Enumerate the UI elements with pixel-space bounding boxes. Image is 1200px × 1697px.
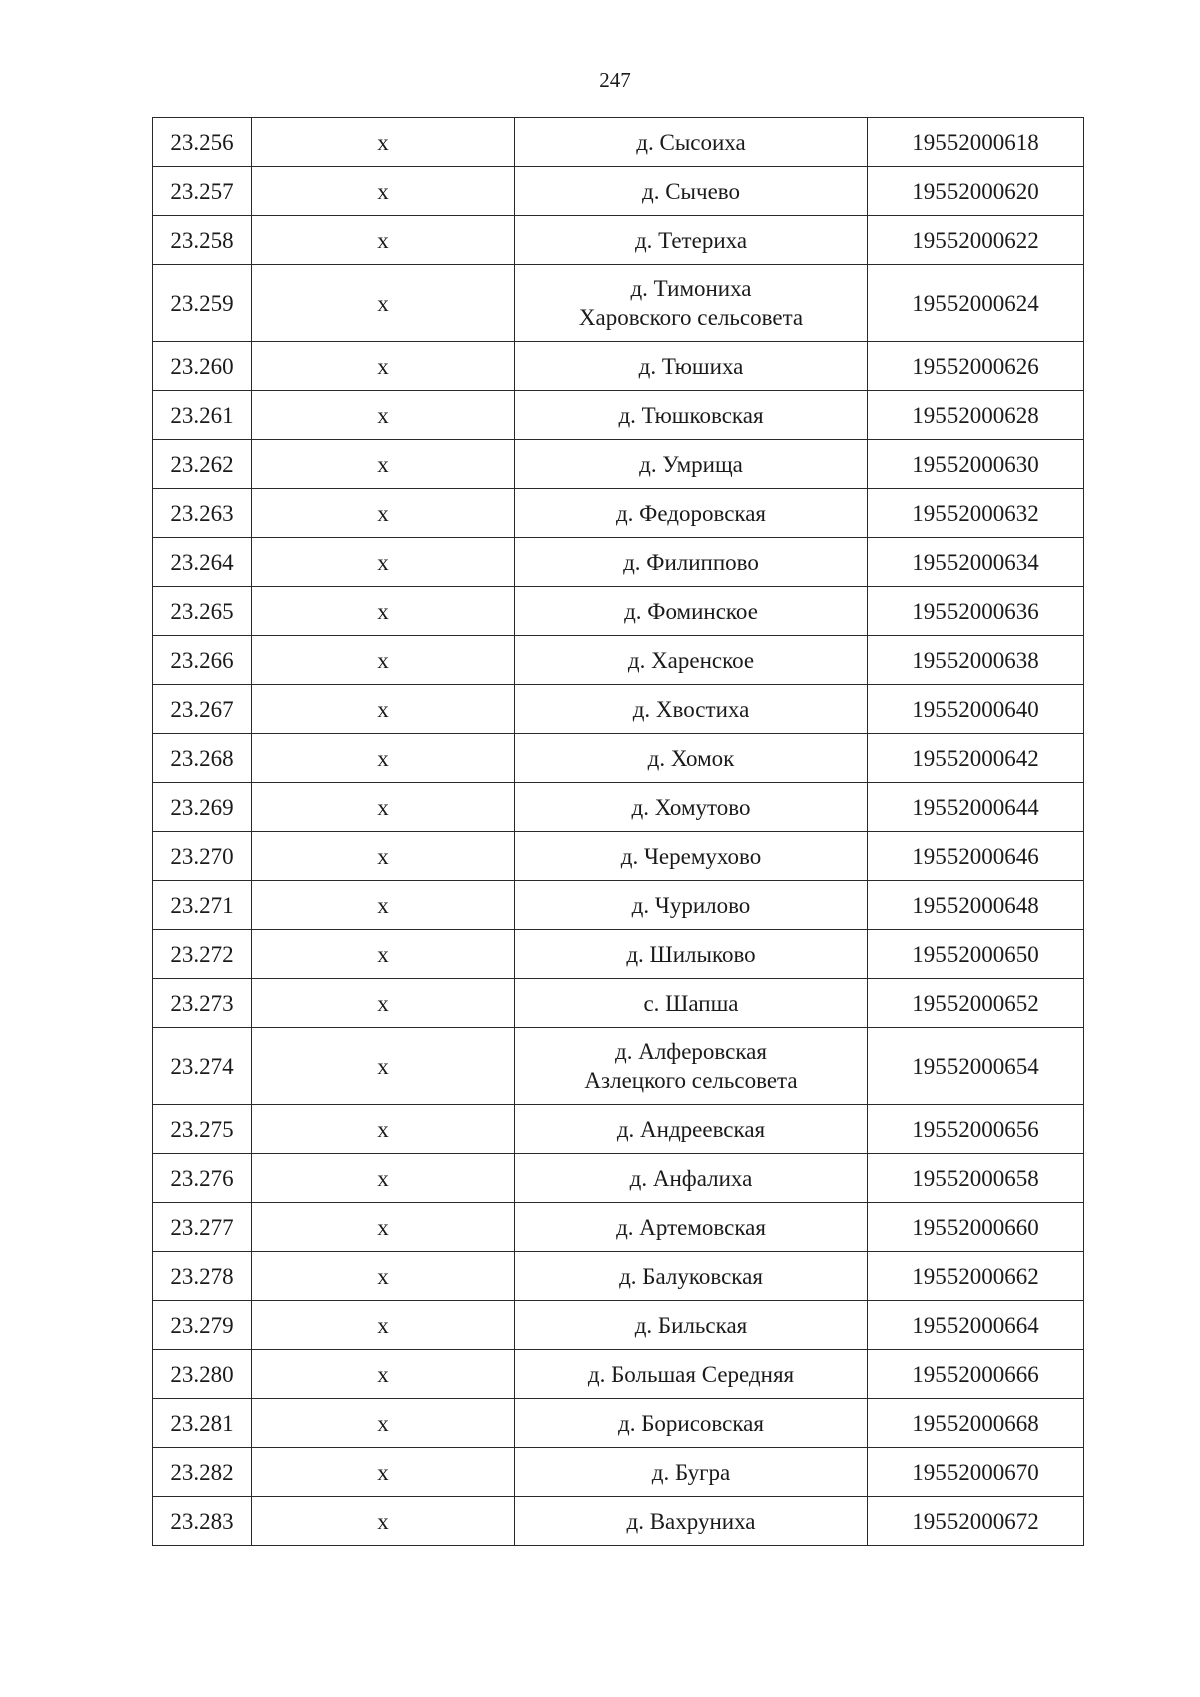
table-row: [153, 1399, 1084, 1448]
settlement-name-line: д. Хомок: [647, 745, 735, 771]
settlement-name-cell: [515, 118, 868, 167]
table-row: [153, 636, 1084, 685]
settlement-name-line: д. Анфалиха: [629, 1165, 753, 1191]
settlement-name-line: д. Сысоиха: [636, 129, 746, 155]
mark-cell: х: [252, 489, 515, 538]
code-cell: 19552000624: [868, 265, 1084, 342]
table-row: [153, 489, 1084, 538]
mark-cell: х: [252, 930, 515, 979]
row-number-cell: 23.278: [153, 1252, 252, 1301]
mark-cell: х: [252, 440, 515, 489]
mark-cell: х: [252, 587, 515, 636]
table-row: [153, 391, 1084, 440]
settlement-name-cell: [515, 1399, 868, 1448]
row-number-cell: 23.256: [153, 118, 252, 167]
mark-cell: х: [252, 1399, 515, 1448]
code-cell: 19552000650: [868, 930, 1084, 979]
table-row: [153, 1203, 1084, 1252]
mark-cell: х: [252, 1350, 515, 1399]
settlement-name-cell: [515, 342, 868, 391]
settlement-name-line: д. Сычево: [642, 178, 740, 204]
settlement-name-line: д. Вахруниха: [626, 1508, 756, 1534]
row-number-cell: 23.258: [153, 216, 252, 265]
code-cell: 19552000622: [868, 216, 1084, 265]
table-row: [153, 783, 1084, 832]
row-number-cell: 23.260: [153, 342, 252, 391]
settlement-name-line: д. Бильская: [634, 1312, 748, 1338]
row-number-cell: 23.257: [153, 167, 252, 216]
table-row: [153, 1105, 1084, 1154]
mark-cell: х: [252, 1497, 515, 1546]
settlement-name-line: д. Тюшиха: [638, 353, 744, 379]
settlement-name-line: д. Тимониха: [630, 276, 752, 301]
row-number-cell: 23.273: [153, 979, 252, 1028]
mark-cell: х: [252, 216, 515, 265]
settlement-name-line: д. Харенское: [627, 647, 755, 673]
settlement-name-line: д. Большая Середняя: [587, 1361, 795, 1387]
code-cell: 19552000668: [868, 1399, 1084, 1448]
mark-cell: х: [252, 1028, 515, 1105]
settlement-name-line: д. Тетериха: [634, 227, 748, 253]
mark-cell: х: [252, 265, 515, 342]
code-cell: 19552000664: [868, 1301, 1084, 1350]
settlement-name-cell: [515, 1301, 868, 1350]
table-row: [153, 734, 1084, 783]
settlement-name-line: д. Артемовская: [616, 1214, 766, 1240]
code-cell: 19552000658: [868, 1154, 1084, 1203]
row-number-cell: 23.268: [153, 734, 252, 783]
mark-cell: х: [252, 1105, 515, 1154]
settlement-name-line: д. Борисовская: [618, 1410, 764, 1436]
settlement-name-cell: [515, 489, 868, 538]
settlement-name-cell: [515, 685, 868, 734]
settlement-name-line: д. Тюшковская: [618, 402, 764, 428]
mark-cell: х: [252, 685, 515, 734]
row-number-cell: 23.275: [153, 1105, 252, 1154]
settlement-name-line: д. Балуковская: [619, 1263, 763, 1289]
row-number-cell: 23.265: [153, 587, 252, 636]
row-number-cell: 23.264: [153, 538, 252, 587]
settlement-name-line: Азлецкого сельсовета: [584, 1068, 798, 1093]
table-row: [153, 1154, 1084, 1203]
row-number-cell: 23.281: [153, 1399, 252, 1448]
row-number-cell: 23.282: [153, 1448, 252, 1497]
table-row: [153, 440, 1084, 489]
row-number-cell: 23.270: [153, 832, 252, 881]
settlement-name-line: д. Андреевская: [616, 1116, 766, 1142]
settlement-name-cell: [515, 832, 868, 881]
mark-cell: х: [252, 118, 515, 167]
settlement-name-line: д. Алферовская: [615, 1039, 767, 1064]
row-number-cell: 23.274: [153, 1028, 252, 1105]
settlement-name-line: д. Чурилово: [631, 892, 751, 918]
code-cell: 19552000652: [868, 979, 1084, 1028]
mark-cell: х: [252, 783, 515, 832]
settlement-name-line: д. Бугра: [651, 1459, 731, 1485]
settlement-name-line: д. Филиппово: [623, 549, 759, 575]
table-row: [153, 538, 1084, 587]
table-row: [153, 1028, 1084, 1105]
mark-cell: х: [252, 342, 515, 391]
table-row: [153, 118, 1084, 167]
mark-cell: х: [252, 881, 515, 930]
table-row: [153, 216, 1084, 265]
settlement-name-cell: [515, 734, 868, 783]
settlement-name-cell: [515, 440, 868, 489]
row-number-cell: 23.283: [153, 1497, 252, 1546]
code-cell: 19552000620: [868, 167, 1084, 216]
mark-cell: х: [252, 734, 515, 783]
code-cell: 19552000642: [868, 734, 1084, 783]
code-cell: 19552000660: [868, 1203, 1084, 1252]
row-number-cell: 23.262: [153, 440, 252, 489]
settlement-name-cell: [515, 1448, 868, 1497]
settlement-name-cell: [515, 930, 868, 979]
code-cell: 19552000626: [868, 342, 1084, 391]
code-cell: 19552000638: [868, 636, 1084, 685]
code-cell: 19552000646: [868, 832, 1084, 881]
settlement-name-cell: [515, 1350, 868, 1399]
settlement-name-cell: [515, 1154, 868, 1203]
settlement-name-line: с. Шапша: [643, 990, 739, 1016]
code-cell: 19552000636: [868, 587, 1084, 636]
code-cell: 19552000666: [868, 1350, 1084, 1399]
page-number: 247: [599, 68, 631, 92]
table-row: [153, 1301, 1084, 1350]
code-cell: 19552000648: [868, 881, 1084, 930]
code-cell: 19552000640: [868, 685, 1084, 734]
row-number-cell: 23.259: [153, 265, 252, 342]
code-cell: 19552000634: [868, 538, 1084, 587]
settlement-name-line: д. Черемухово: [620, 843, 762, 869]
code-cell: 19552000644: [868, 783, 1084, 832]
row-number-cell: 23.272: [153, 930, 252, 979]
settlement-name-cell: [515, 881, 868, 930]
settlement-name-line: Харовского сельсовета: [578, 305, 804, 330]
code-cell: 19552000628: [868, 391, 1084, 440]
table-row: [153, 685, 1084, 734]
mark-cell: х: [252, 167, 515, 216]
row-number-cell: 23.261: [153, 391, 252, 440]
settlements-table: [152, 117, 1084, 1546]
mark-cell: х: [252, 391, 515, 440]
row-number-cell: 23.269: [153, 783, 252, 832]
settlement-name-line: д. Шилыково: [626, 941, 756, 967]
table-row: [153, 1448, 1084, 1497]
settlement-name-cell: [515, 1028, 868, 1105]
code-cell: 19552000656: [868, 1105, 1084, 1154]
code-cell: 19552000632: [868, 489, 1084, 538]
settlement-name-line: д. Хомутово: [631, 794, 751, 820]
settlement-name-cell: [515, 1105, 868, 1154]
table-row: [153, 832, 1084, 881]
mark-cell: х: [252, 1252, 515, 1301]
settlement-name-cell: [515, 167, 868, 216]
table-row: [153, 167, 1084, 216]
settlement-name-cell: [515, 636, 868, 685]
settlement-name-cell: [515, 216, 868, 265]
mark-cell: х: [252, 1301, 515, 1350]
table-row: [153, 342, 1084, 391]
code-cell: 19552000618: [868, 118, 1084, 167]
row-number-cell: 23.280: [153, 1350, 252, 1399]
row-number-cell: 23.267: [153, 685, 252, 734]
mark-cell: х: [252, 832, 515, 881]
row-number-cell: 23.277: [153, 1203, 252, 1252]
code-cell: 19552000672: [868, 1497, 1084, 1546]
mark-cell: х: [252, 979, 515, 1028]
row-number-cell: 23.271: [153, 881, 252, 930]
table-row: [153, 881, 1084, 930]
mark-cell: х: [252, 1154, 515, 1203]
settlement-name-cell: [515, 979, 868, 1028]
table-row: [153, 1497, 1084, 1546]
mark-cell: х: [252, 1203, 515, 1252]
settlement-name-line: д. Умрища: [639, 451, 743, 477]
table-row: [153, 979, 1084, 1028]
row-number-cell: 23.276: [153, 1154, 252, 1203]
code-cell: 19552000662: [868, 1252, 1084, 1301]
settlement-name-line: д. Фоминское: [624, 598, 758, 624]
settlement-name-cell: [515, 391, 868, 440]
code-cell: 19552000654: [868, 1028, 1084, 1105]
settlement-name-cell: [515, 1203, 868, 1252]
settlement-name-cell: [515, 538, 868, 587]
table-row: [153, 265, 1084, 342]
settlement-name-cell: [515, 1252, 868, 1301]
mark-cell: х: [252, 636, 515, 685]
settlement-name-cell: [515, 783, 868, 832]
row-number-cell: 23.263: [153, 489, 252, 538]
code-cell: 19552000630: [868, 440, 1084, 489]
table-row: [153, 587, 1084, 636]
table-row: [153, 930, 1084, 979]
table-row: [153, 1350, 1084, 1399]
row-number-cell: 23.266: [153, 636, 252, 685]
settlement-name-cell: [515, 1497, 868, 1546]
code-cell: 19552000670: [868, 1448, 1084, 1497]
table-row: [153, 1252, 1084, 1301]
settlement-name-line: д. Федоровская: [615, 500, 767, 526]
settlement-name-line: д. Хвостиха: [632, 696, 750, 722]
row-number-cell: 23.279: [153, 1301, 252, 1350]
mark-cell: х: [252, 538, 515, 587]
table-body: [153, 118, 1084, 1546]
settlement-name-cell: [515, 265, 868, 342]
settlement-name-cell: [515, 587, 868, 636]
mark-cell: х: [252, 1448, 515, 1497]
